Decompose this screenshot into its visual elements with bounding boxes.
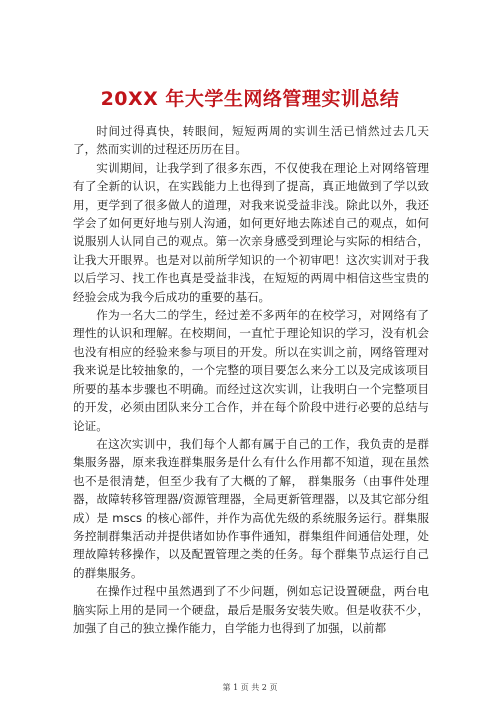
paragraph: 作为一名大二的学生，经过差不多两年的在校学习，对网络有了理性的认识和理解。在校期间，一直忙于理论知识的学习，没有机会也没有相应的经验来参与项目的开发。所以在实训之前，网络管理对我来说是比较抽象的，一个完整的项目要怎么来分工以及完成该项目所要的基本步骤也不明确。而经过这次实训，让我明白一个完整项目的开发，必须由团队来分工合作，并在每个阶段中进行必要的总结与论证。 <box>73 308 429 433</box>
paragraph: 在这次实训中，我们每个人都有属于自己的工作，我负责的是群集服务器，原来我连群集服务是什么有什么作用都不知道，现在虽然也不是很清楚，但至少我有了大概的了解， 群集服务（由事件处理器，故障转移管理器/资源管理器，全局更新管理器，以及其它部分组成）是 mscs 的核心部件，并作为高优先级的系统服务运行。群集服务控制群集活动并提供诸如协作事件通知，群集组件间通信处理，处理故障转移操作，以及配置管理之类的任务。每个群集节点运行自己的群集服务。 <box>73 436 429 580</box>
paragraph: 在操作过程中虽然遇到了不少问题，例如忘记设置硬盘，两台电脑实际上用的是同一个硬盘，最后是服务安装失败。但是收获不少，加强了自己的独立操作能力，自学能力也得到了加强，以前都 <box>73 584 429 635</box>
document-body <box>73 122 429 637</box>
document-title: 20XX 年大学生网络管理实训总结 <box>100 88 400 110</box>
paragraph: 时间过得真快，转眼间，短短两周的实训生活已悄然过去几天了，然而实训的过程还历历在目。 <box>73 124 429 157</box>
page-footer: 第 1 页 共 2 页 <box>222 683 278 692</box>
paragraph: 实训期间，让我学到了很多东西，不仅使我在理论上对网络管理有了全新的认识，在实践能力上也得到了提高，真正地做到了学以致用，更学到了很多做人的道理，对我来说受益非浅。除此以外，我还学会了如何更好地与别人沟通，如何更好地去陈述自己的观点，如何说服别人认同自己的观点。第一次亲身感受到理论与实际的相结合，让我大开眼界。也是对以前所学知识的一个初审吧！这次实训对于我以后学习、找工作也真是受益非浅，在短短的两周中相信这些宝贵的经验会成为我今后成功的重要的基石。 <box>73 160 429 304</box>
